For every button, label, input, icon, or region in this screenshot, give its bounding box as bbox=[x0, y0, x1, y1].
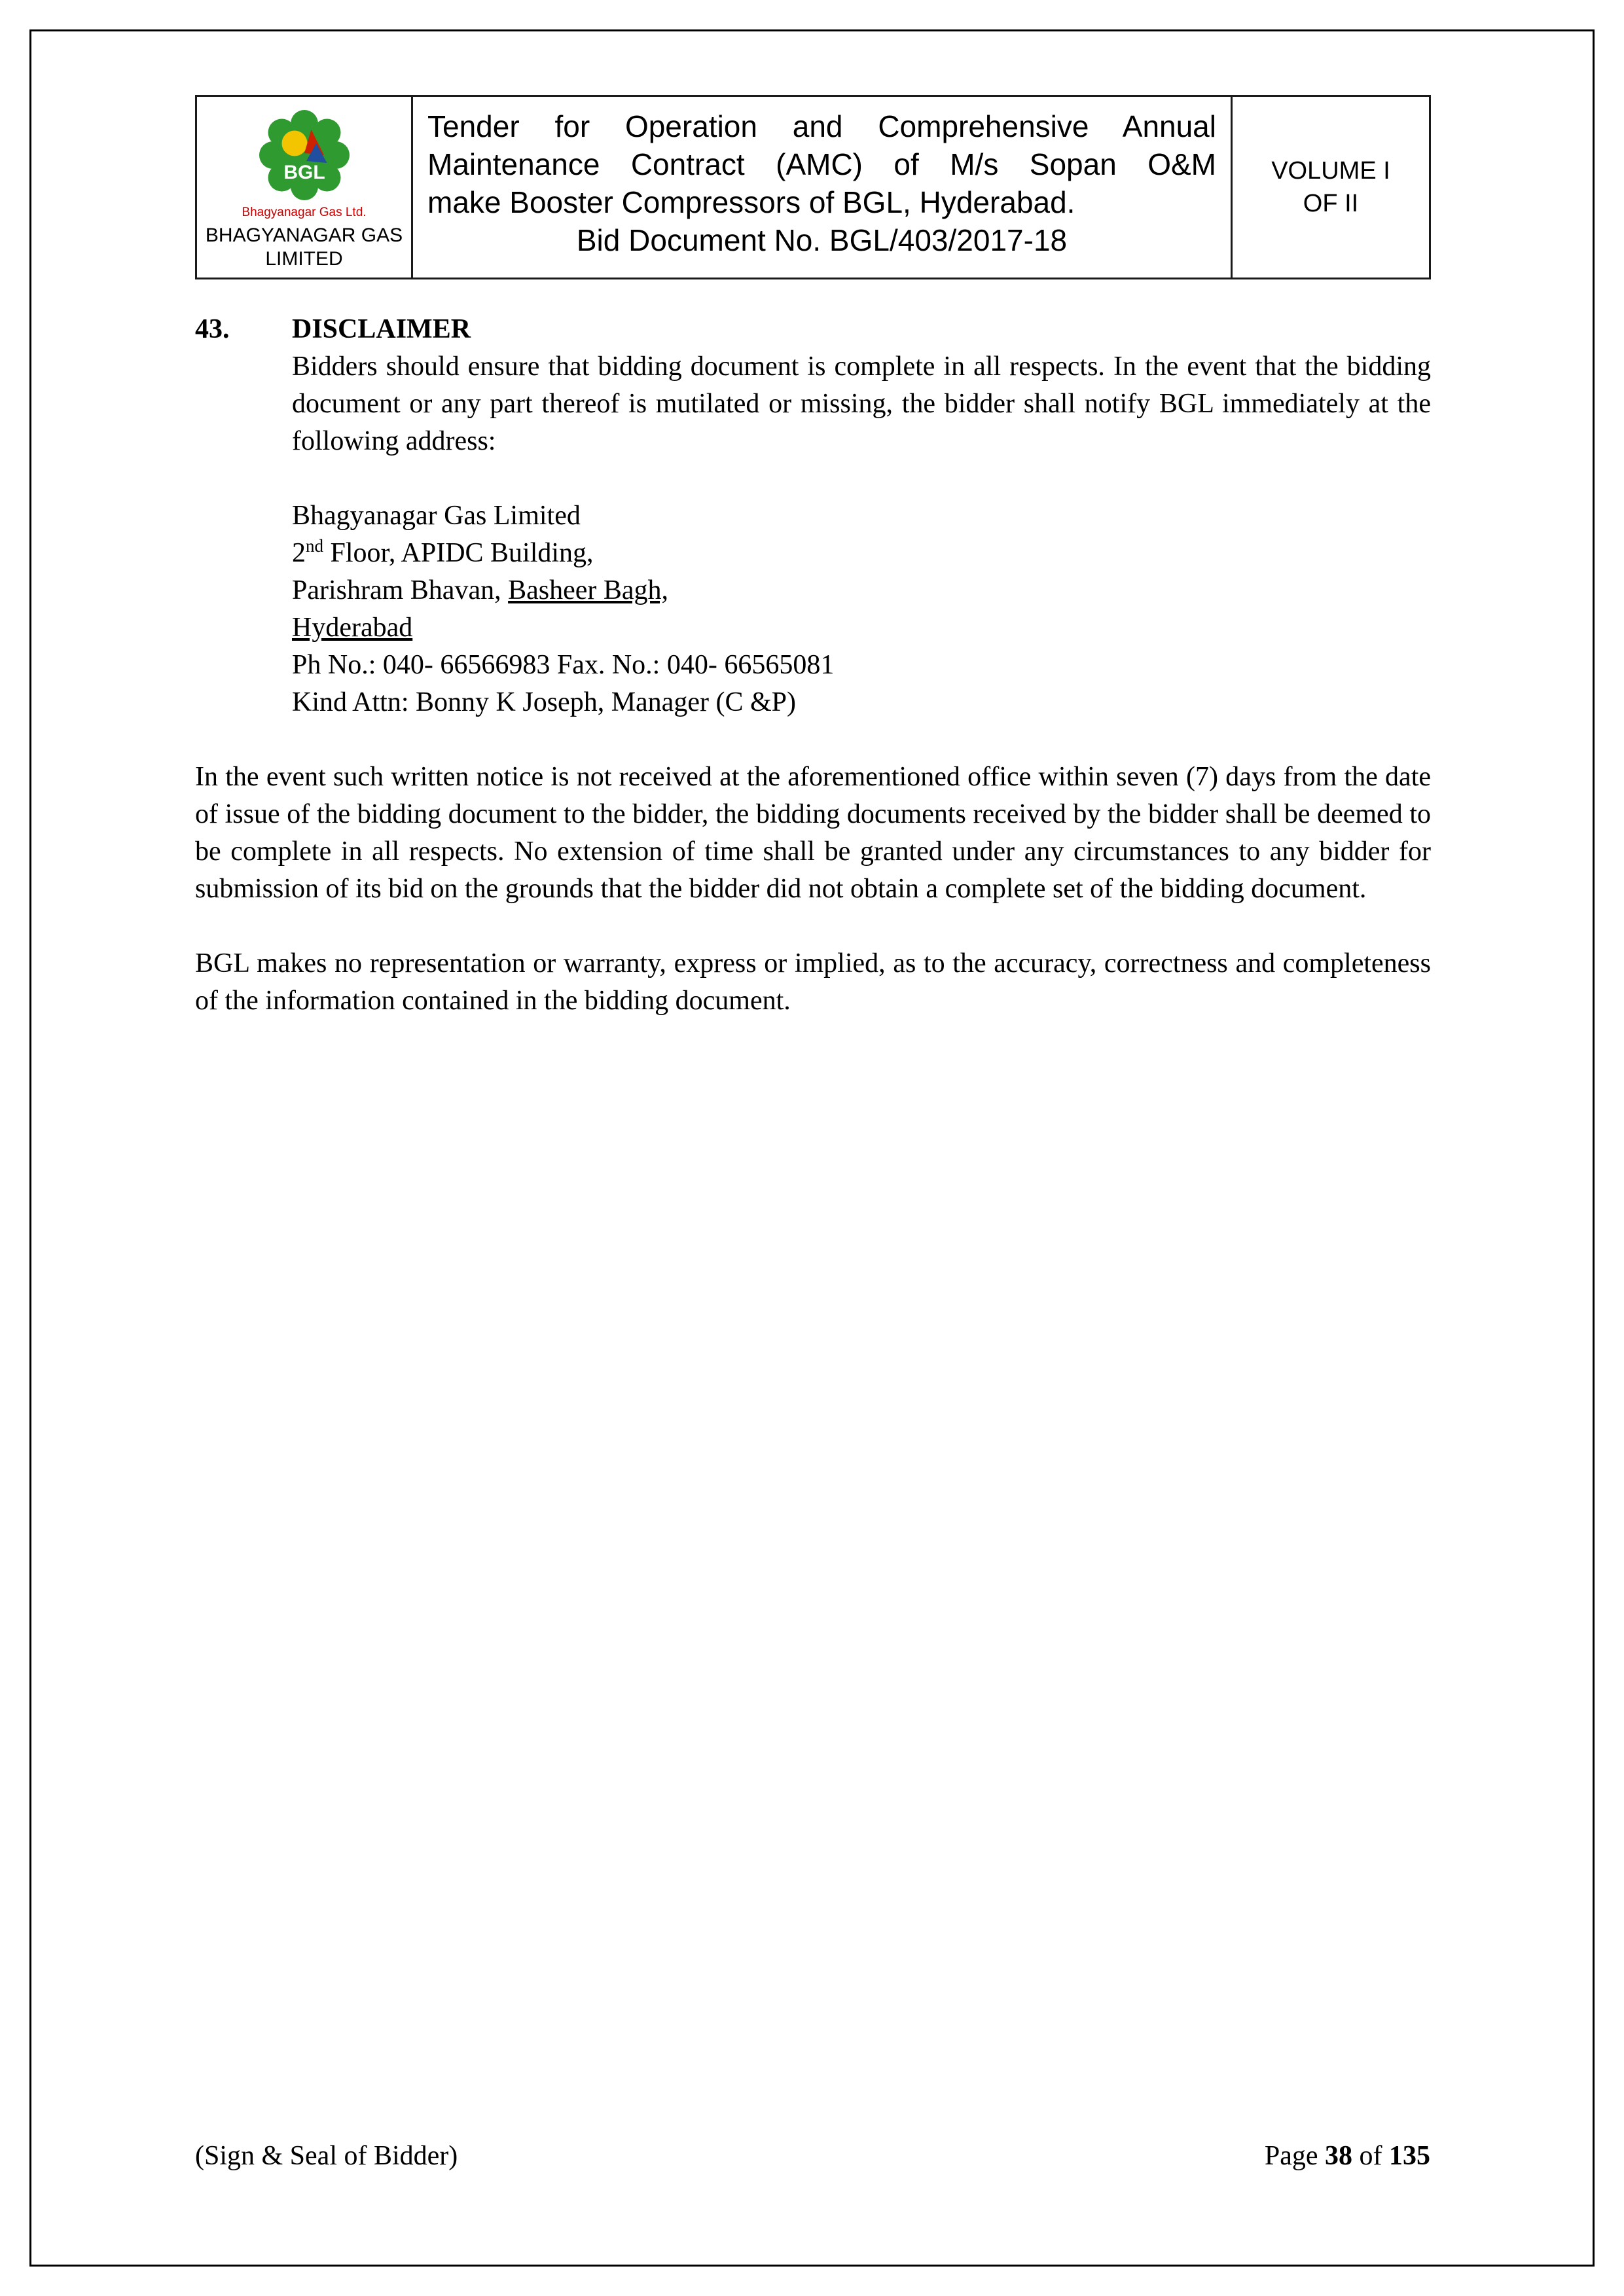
volume-line2: OF II bbox=[1303, 190, 1359, 217]
volume-cell bbox=[1233, 97, 1429, 278]
logo-caption: Bhagyanagar Gas Ltd. bbox=[242, 206, 367, 219]
page-number: 38 bbox=[1325, 2141, 1352, 2171]
section-heading: DISCLAIMER bbox=[292, 314, 471, 344]
org-name-line2: LIMITED bbox=[265, 248, 343, 270]
page-footer bbox=[195, 2139, 1430, 2173]
bid-document-number: Bid Document No. BGL/403/2017-18 bbox=[576, 223, 1068, 257]
page-number-label bbox=[1265, 2139, 1430, 2173]
tender-title-cell bbox=[413, 97, 1233, 278]
bgl-logo-icon bbox=[255, 106, 353, 204]
body-paragraph-2: BGL makes no representation or warranty, express or implied, as to the accuracy, correctness and completeness of the information contained in the bidding document. bbox=[195, 948, 1431, 1016]
page-prefix: Page bbox=[1264, 2141, 1325, 2171]
volume-line1: VOLUME I bbox=[1271, 157, 1390, 185]
body-paragraph-1: In the event such written notice is not received at the aforementioned office within seven (7) days from the date of issue of the bidding document to the bidder, the bidding documents received by the bidder shall be deemed to be complete in all respects. No extension of time shall be granted under any circumstances to any bidder for submission of its bid on the grounds that the bidder did not obtain a complete set of the bidding document. bbox=[195, 762, 1431, 904]
disclaimer-intro-paragraph: Bidders should ensure that bidding document is complete in all respects. In the event that the bidding document or any part thereof is mutilated or missing, the bidder shall notify BGL immediately at the following address: bbox=[292, 351, 1431, 456]
logo-acronym: BGL bbox=[283, 162, 325, 183]
sign-seal-label: (Sign & Seal of Bidder) bbox=[195, 2141, 458, 2171]
page-of: of bbox=[1352, 2141, 1389, 2171]
page-total: 135 bbox=[1389, 2141, 1430, 2171]
address-line-floor bbox=[292, 535, 1431, 572]
org-name bbox=[206, 224, 403, 271]
address-line-city bbox=[292, 609, 1431, 647]
org-name-line1: BHAGYANAGAR GAS bbox=[205, 224, 403, 246]
address-line-phone-fax: Ph No.: 040- 66566983 Fax. No.: 040- 66565081 bbox=[292, 650, 835, 680]
address-area-plain: Parishram Bhavan, bbox=[292, 575, 509, 605]
address-floor-ordinal: nd bbox=[306, 536, 323, 556]
header-table bbox=[195, 95, 1431, 279]
address-city-underlined: Hyderabad bbox=[292, 613, 413, 643]
address-block bbox=[292, 497, 1431, 721]
tender-title-line2: Maintenance Contract (AMC) of M/s Sopan O&M bbox=[427, 147, 1216, 181]
address-line-area bbox=[292, 572, 1431, 609]
section-number: 43. bbox=[195, 314, 230, 344]
address-line-company: Bhagyanagar Gas Limited bbox=[292, 501, 581, 531]
section-heading-row bbox=[195, 311, 1431, 348]
address-floor-number: 2 bbox=[292, 538, 306, 568]
tender-title-line3: make Booster Compressors of BGL, Hyderabad. bbox=[427, 185, 1075, 219]
address-floor-rest: Floor, APIDC Building, bbox=[323, 538, 594, 568]
address-area-underlined: Basheer Bagh, bbox=[508, 575, 669, 605]
logo-cell bbox=[197, 97, 413, 278]
tender-title-line1: Tender for Operation and Comprehensive Annual bbox=[427, 109, 1216, 143]
page-content bbox=[29, 29, 1595, 2267]
address-line-attn: Kind Attn: Bonny K Joseph, Manager (C &P) bbox=[292, 687, 796, 717]
